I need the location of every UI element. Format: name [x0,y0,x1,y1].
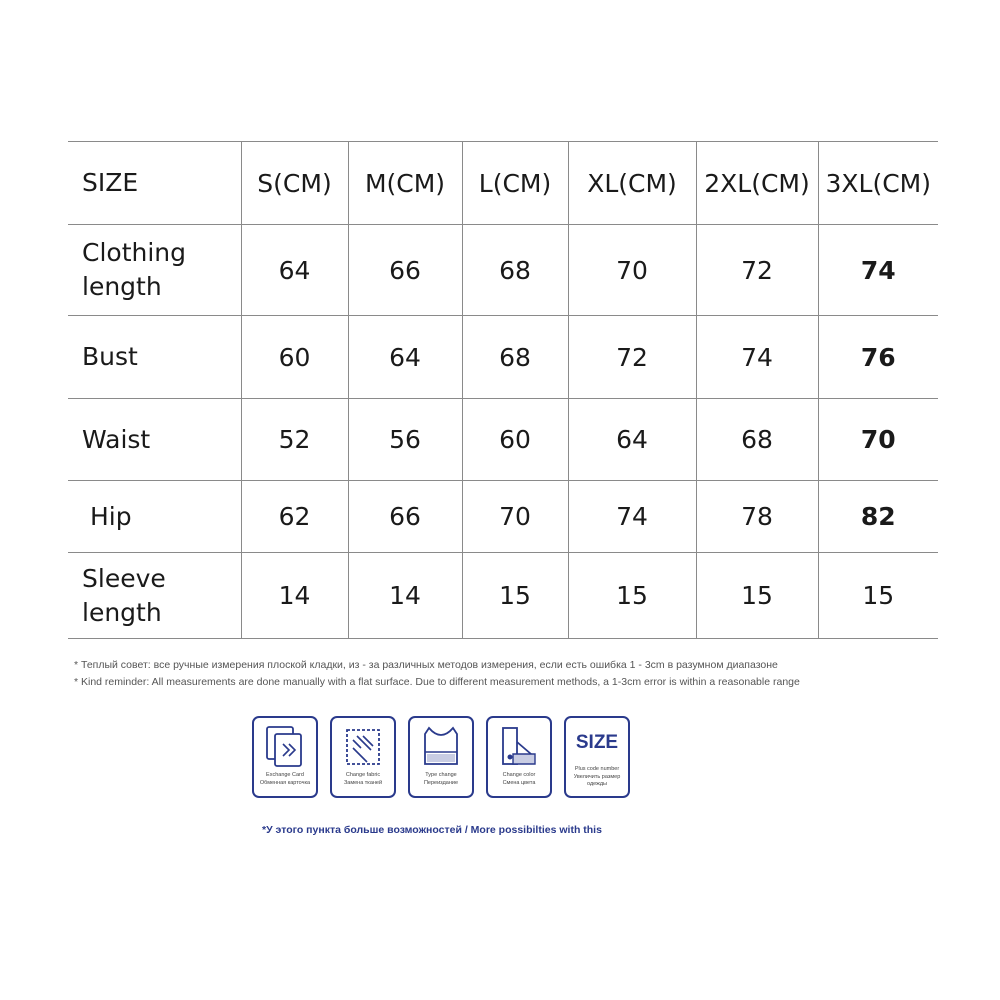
header-row [68,142,938,225]
cell-s: 60 [241,316,348,399]
type-change-caption-ru: Переиздание [423,780,459,786]
fabric-icon [341,724,385,770]
cell-l: 15 [462,553,568,639]
footer-note: *У этого пункта больше возможностей / More possibilties with this [262,824,602,836]
cell-2xl: 74 [696,316,818,399]
header-2xl: 2XL(CM) [696,142,818,225]
header-m: M(CM) [348,142,462,225]
header-3xl: 3XL(CM) [818,142,938,225]
cell-xl: 64 [568,399,696,481]
cell-m: 66 [348,481,462,553]
cell-xl: 70 [568,225,696,316]
size-caption-en: Plus code number [574,766,620,772]
cell-xl: 74 [568,481,696,553]
header-s: S(CM) [241,142,348,225]
type-change-tile [408,716,474,798]
exchange-card-icon [263,724,307,770]
cell-3xl: 76 [818,316,938,399]
cell-l: 68 [462,316,568,399]
row-label-bust: Bust [68,316,241,399]
cell-m: 66 [348,225,462,316]
cell-s: 14 [241,553,348,639]
cell-3xl: 74 [818,225,938,316]
table-row [68,316,938,399]
measurement-note-ru: * Теплый совет: все ручные измерения плоской кладки, из - за различных методов измерения, если есть ошибка 1 - 3cm в разумном диапазоне [74,659,778,671]
exchange-card-tile [252,716,318,798]
cell-2xl: 15 [696,553,818,639]
row-label-clothing-length: Clothing length [68,225,241,316]
fabric-caption-en: Change fabric [345,772,381,778]
size-badge-icon: SIZE [575,732,619,753]
measurement-note-en: * Kind reminder: All measurements are done manually with a flat surface. Due to different measurement methods, a 1-3cm error is within a reasonable range [74,676,800,688]
cell-3xl: 15 [818,553,938,639]
cell-l: 68 [462,225,568,316]
exchange-card-caption-ru: Обменная карточка [259,780,311,786]
size-caption-ru: Увеличить размер одежды [573,774,621,787]
table-row [68,399,938,481]
color-change-tile [486,716,552,798]
row-label-hip: Hip [68,481,241,553]
cell-3xl: 82 [818,481,938,553]
cell-2xl: 72 [696,225,818,316]
table-row [68,225,938,316]
type-change-caption-en: Type change [425,772,457,778]
cell-3xl: 70 [818,399,938,481]
row-label-waist: Waist [68,399,241,481]
cell-m: 64 [348,316,462,399]
exchange-card-caption-en: Exchange Card [266,772,304,778]
cell-s: 62 [241,481,348,553]
cell-xl: 15 [568,553,696,639]
size-chart-table [68,141,938,639]
cell-xl: 72 [568,316,696,399]
garment-type-icon [419,724,463,770]
cell-m: 14 [348,553,462,639]
table-row [68,553,938,639]
cell-m: 56 [348,399,462,481]
cell-2xl: 68 [696,399,818,481]
size-tile [564,716,630,798]
fabric-caption-ru: Замена тканей [343,780,383,786]
header-l: L(CM) [462,142,568,225]
row-label-sleeve-length: Sleeve length [68,553,241,639]
fabric-tile [330,716,396,798]
color-change-caption-ru: Смена цвета [502,780,536,786]
color-change-caption-en: Change color [502,772,536,778]
header-xl: XL(CM) [568,142,696,225]
cell-2xl: 78 [696,481,818,553]
cell-s: 64 [241,225,348,316]
cell-s: 52 [241,399,348,481]
table-row [68,481,938,553]
color-swatch-icon [497,724,541,770]
header-size: SIZE [68,142,241,225]
cell-l: 70 [462,481,568,553]
cell-l: 60 [462,399,568,481]
